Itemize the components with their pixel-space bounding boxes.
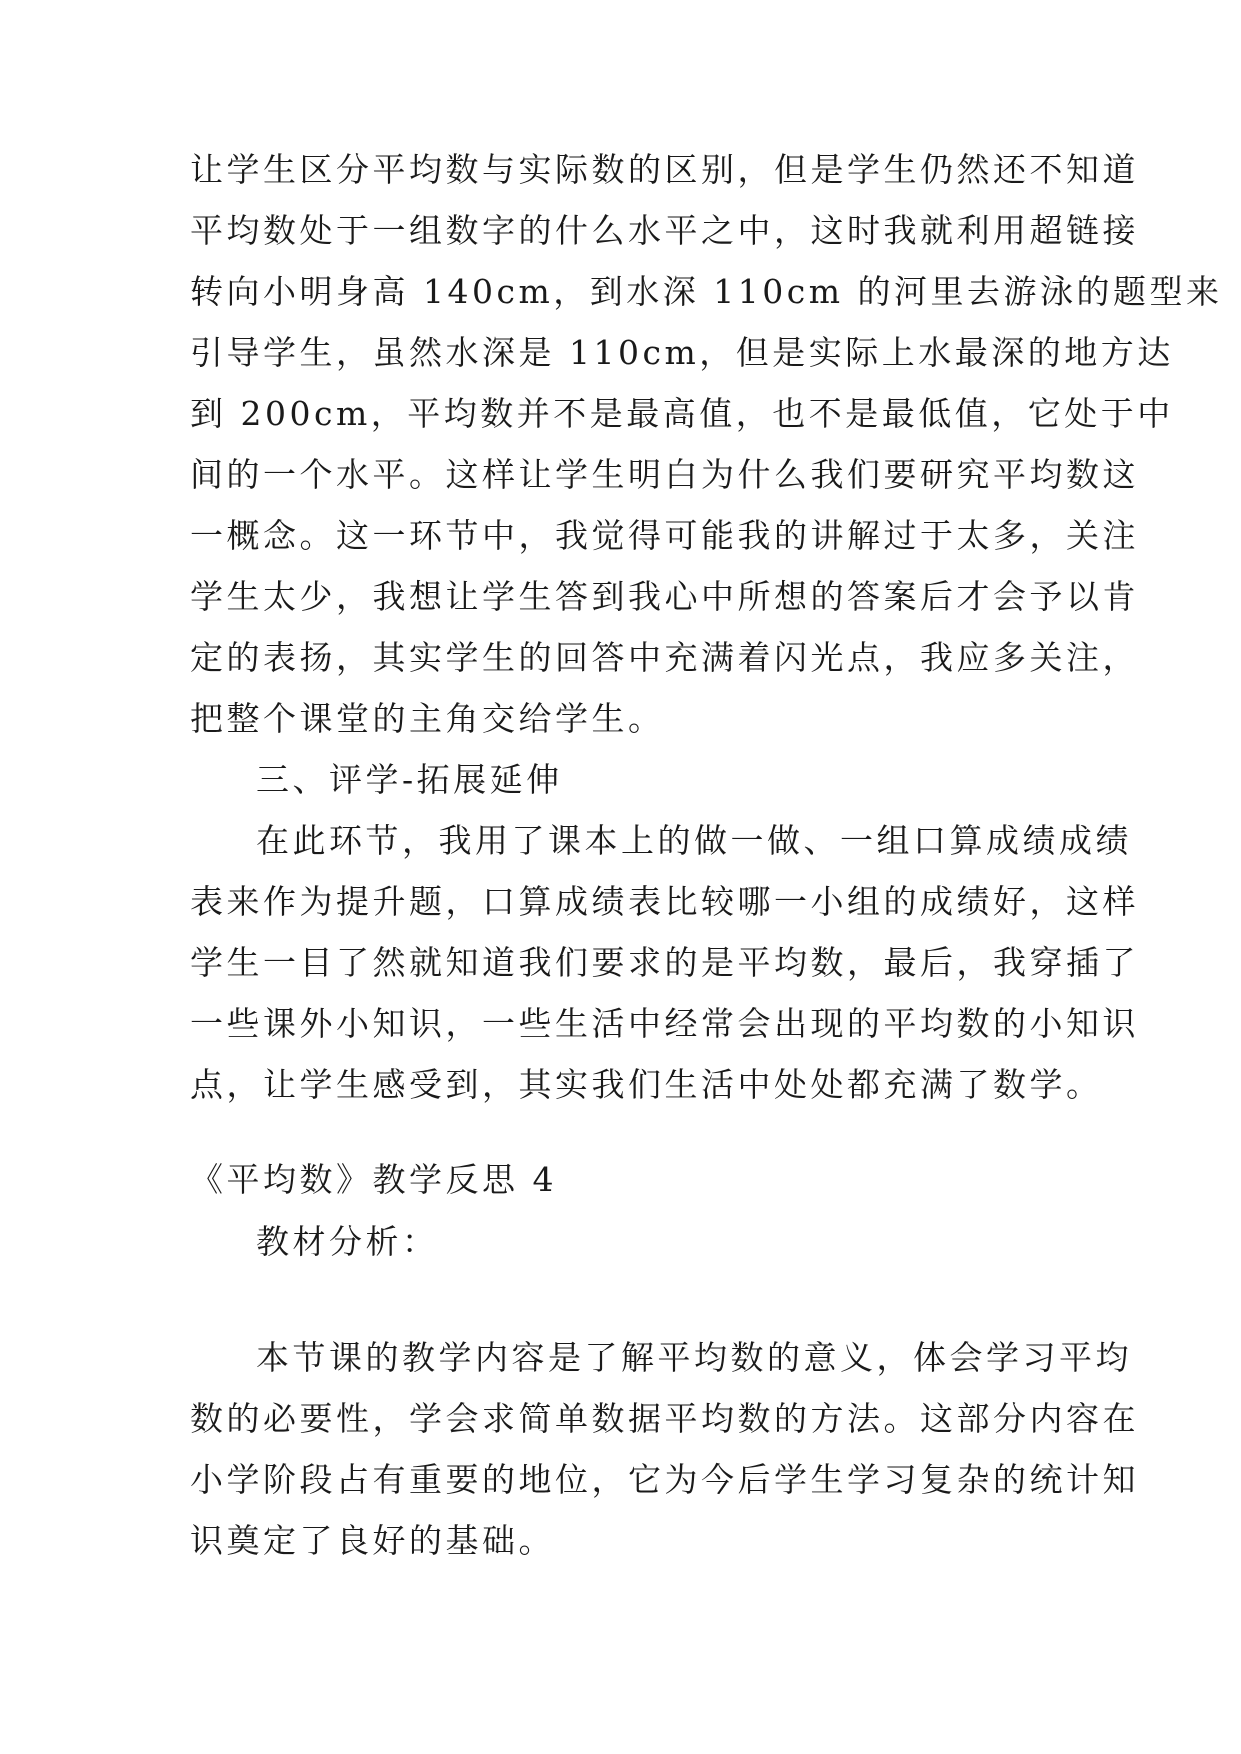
- paragraph-line: 定的表扬，其实学生的回答中充满着闪光点，我应多关注，: [190, 638, 1139, 677]
- paragraph-line: 平均数处于一组数字的什么水平之中，这时我就利用超链接: [190, 211, 1139, 250]
- paragraph-line: 到 200cm，平均数并不是最高值，也不是最低值，它处于中: [190, 394, 1174, 433]
- paragraph-line: 引导学生，虽然水深是 110cm，但是实际上水最深的地方达: [190, 333, 1174, 372]
- paragraph-line: 本节课的教学内容是了解平均数的意义，体会学习平均: [256, 1338, 1132, 1377]
- paragraph-line: 小学阶段占有重要的地位，它为今后学生学习复杂的统计知: [190, 1460, 1139, 1499]
- paragraph-line: 转向小明身高 140cm，到水深 110cm 的河里去游泳的题型来: [190, 272, 1223, 311]
- section-heading: 三、评学-拓展延伸: [256, 760, 563, 799]
- paragraph-line: 在此环节，我用了课本上的做一做、一组口算成绩成绩: [256, 821, 1132, 860]
- paragraph-line: 学生一目了然就知道我们要求的是平均数，最后，我穿插了: [190, 943, 1139, 982]
- section-heading: 教材分析：: [256, 1222, 439, 1261]
- paragraph-line: 一概念。这一环节中，我觉得可能我的讲解过于太多，关注: [190, 516, 1139, 555]
- paragraph-line: 学生太少，我想让学生答到我心中所想的答案后才会予以肯: [190, 577, 1139, 616]
- paragraph-line: 间的一个水平。这样让学生明白为什么我们要研究平均数这: [190, 455, 1139, 494]
- paragraph-line: 数的必要性，学会求简单数据平均数的方法。这部分内容在: [190, 1399, 1139, 1438]
- paragraph-line: 一些课外小知识，一些生活中经常会出现的平均数的小知识: [190, 1004, 1139, 1043]
- paragraph-line: 识奠定了良好的基础。: [190, 1521, 555, 1560]
- paragraph-line: 点，让学生感受到，其实我们生活中处处都充满了数学。: [190, 1065, 1103, 1104]
- paragraph-line: 表来作为提升题，口算成绩表比较哪一小组的成绩好，这样: [190, 882, 1139, 921]
- paragraph-line: 让学生区分平均数与实际数的区别，但是学生仍然还不知道: [190, 150, 1139, 189]
- paragraph-line: 把整个课堂的主角交给学生。: [190, 699, 665, 738]
- document-title: 《平均数》教学反思 4: [190, 1160, 557, 1199]
